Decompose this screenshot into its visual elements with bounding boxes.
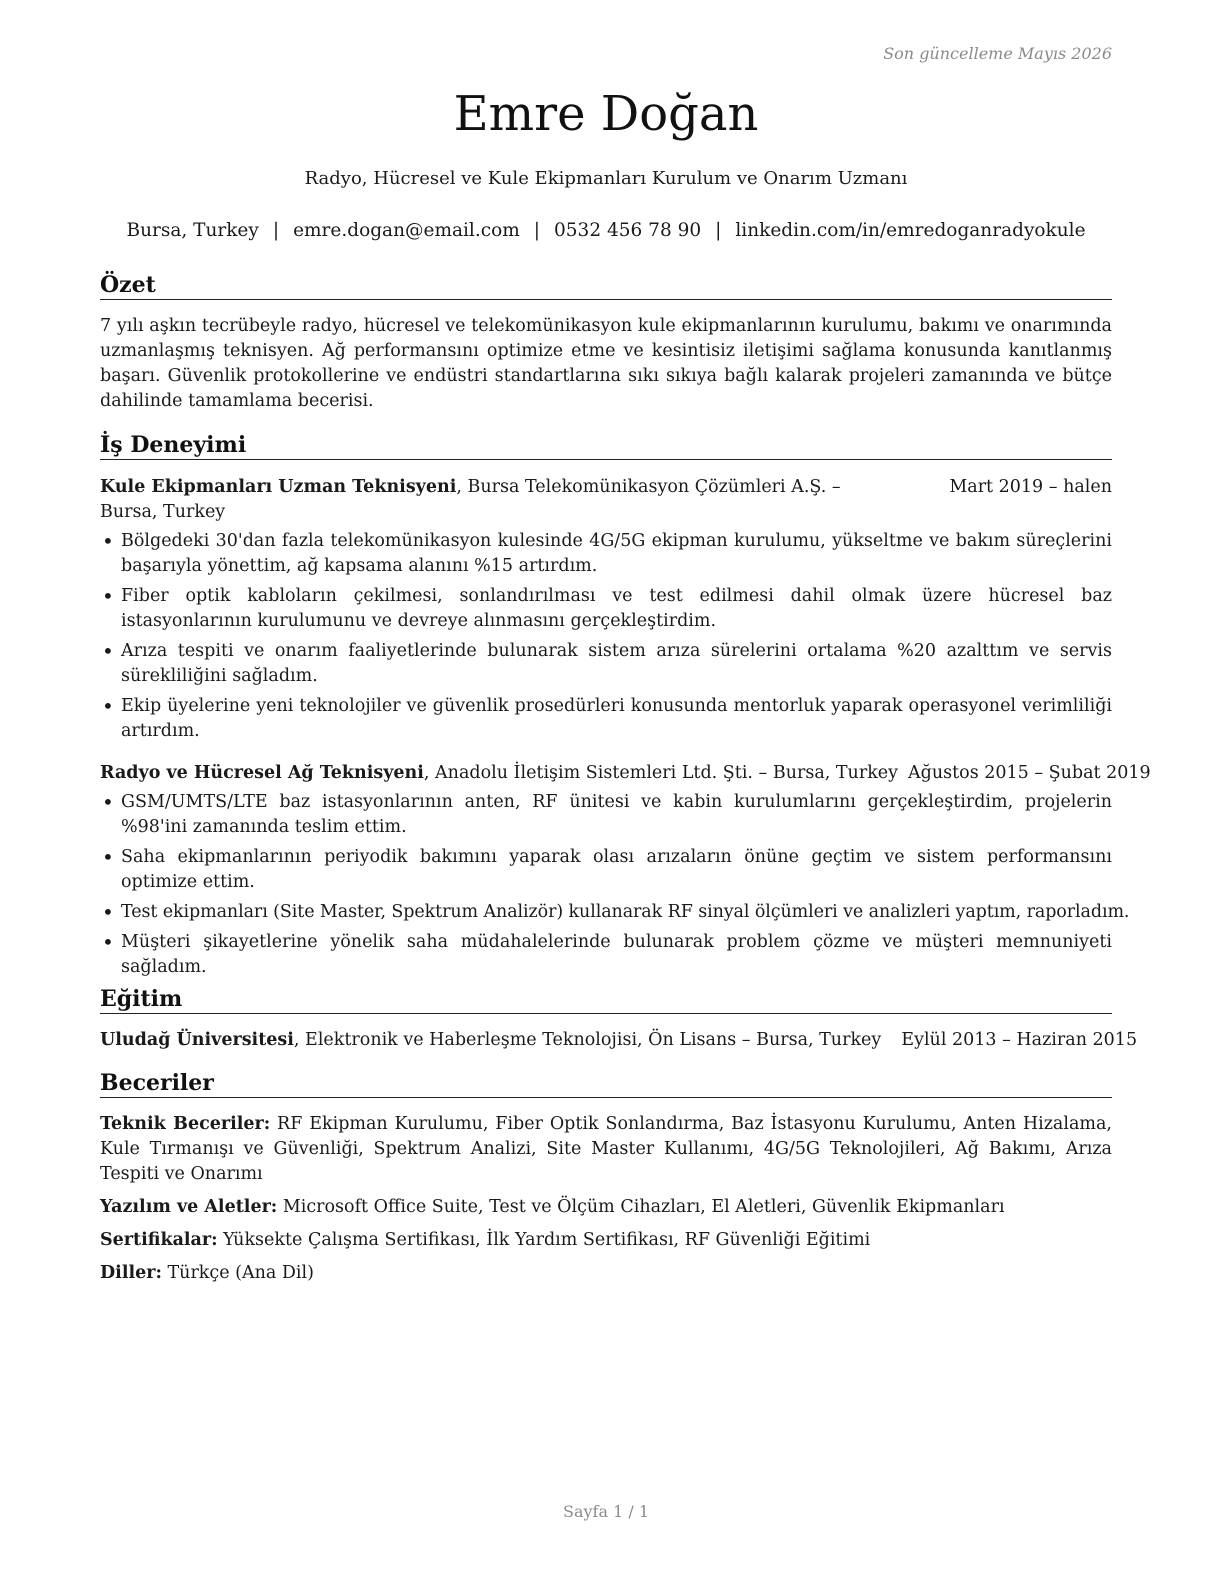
skills-section bbox=[100, 1069, 1112, 1294]
list-item: • Ekip üyelerine yeni teknolojiler ve güvenlik prosedürleri konusunda mentorluk yaparak operasyonel verimliliği artırdım. bbox=[100, 694, 1112, 744]
list-item: • Test ekipmanları (Site Master, Spektrum Analizör) kullanarak RF sinyal ölçümleri ve analizleri yaptım, raporladım. bbox=[100, 900, 1112, 925]
contact-linkedin[interactable]: linkedin.com/in/emredoganradyokule bbox=[735, 220, 1086, 241]
education-entry bbox=[100, 1028, 1138, 1053]
contact-location: Bursa, Turkey bbox=[126, 220, 259, 241]
skill-label: Sertifikalar: bbox=[100, 1230, 218, 1250]
contact-phone[interactable]: 0532 456 78 90 bbox=[554, 220, 702, 241]
summary-heading: Özet bbox=[100, 271, 1112, 300]
skill-value: Yüksekte Çalışma Sertifikası, İlk Yardım Sertifikası, RF Güvenliği Eğitimi bbox=[217, 1230, 871, 1250]
skill-line bbox=[100, 1261, 1112, 1286]
contact-separator: | bbox=[533, 220, 541, 241]
skill-line bbox=[100, 1228, 1112, 1253]
job-bullets bbox=[100, 790, 1130, 980]
job-entry bbox=[100, 475, 1112, 744]
skill-line bbox=[100, 1195, 1112, 1220]
skill-value: Türkçe (Ana Dil) bbox=[161, 1263, 314, 1283]
list-item: • Arıza tespiti ve onarım faaliyetlerinde bulunarak sistem arıza sürelerini ortalama %20 azalttım ve servis sürekliliğini sağladım. bbox=[100, 639, 1112, 689]
skill-label: Yazılım ve Aletler: bbox=[100, 1197, 278, 1217]
education-dates: Eylül 2013 – Haziran 2015 bbox=[901, 1030, 1138, 1050]
summary-text: 7 yılı aşkın tecrübeyle radyo, hücresel ve telekomünikasyon kule ekipmanlarının kurulumu, bakımı ve onarımında uzmanlaşmış teknisyen. Ağ performansını optimize etme ve kesintisiz iletişimi sağlama konusunda kanıtlanmış başarı. Güvenlik protokollerine ve endüstri standartlarına sıkı sıkıya bağlı kalarak projeleri zamanında ve bütçe dahilinde tamamlama becerisi. bbox=[100, 316, 1112, 411]
skill-label: Teknik Beceriler: bbox=[100, 1114, 271, 1134]
education-school: Uludağ Üniversitesi bbox=[100, 1030, 294, 1050]
skill-line bbox=[100, 1112, 1112, 1187]
list-item: • GSM/UMTS/LTE baz istasyonlarının anten, RF ünitesi ve kabin kurulumlarını gerçekleştirdim, projelerin %98'ini zamanında teslim ettim. bbox=[100, 790, 1112, 840]
job-role: Kule Ekipmanları Uzman Teknisyeni bbox=[100, 477, 457, 497]
last-updated: Son güncelleme Mayıs 2026 bbox=[883, 44, 1112, 63]
job-dates: Mart 2019 – halen bbox=[949, 477, 1112, 497]
job-company: , Bursa Telekomünikasyon Çözümleri A.Ş. – Bursa, Turkey bbox=[100, 477, 841, 522]
education-detail: , Elektronik ve Haberleşme Teknolojisi, Ön Lisans – Bursa, Turkey bbox=[293, 1030, 882, 1050]
list-item: • Fiber optik kabloların çekilmesi, sonlandırılması ve test edilmesi dahil olmak üzere hücresel baz istasyonlarının kurulumunu ve devreye alınmasını gerçekleştirdim. bbox=[100, 584, 1112, 634]
job-entry bbox=[100, 761, 1151, 980]
summary-section bbox=[100, 271, 1112, 414]
skill-value: Microsoft Office Suite, Test ve Ölçüm Cihazları, El Aletleri, Güvenlik Ekipmanları bbox=[277, 1197, 1005, 1217]
job-company: , Anadolu İletişim Sistemleri Ltd. Şti. – Bursa, Turkey bbox=[423, 763, 899, 783]
skill-label: Diller: bbox=[100, 1263, 162, 1283]
contact-email[interactable]: emre.dogan@email.com bbox=[293, 220, 520, 241]
page-number: Sayfa 1 / 1 bbox=[562, 1502, 649, 1521]
job-bullets bbox=[100, 529, 1112, 744]
skills-heading: Beceriler bbox=[100, 1069, 1112, 1098]
candidate-name: Emre Doğan bbox=[453, 86, 759, 142]
list-item: • Saha ekipmanlarının periyodik bakımını yaparak olası arızaların önüne geçtim ve sistem performansını optimize ettim. bbox=[100, 845, 1112, 895]
job-dates: Ağustos 2015 – Şubat 2019 bbox=[908, 763, 1151, 783]
resume-page bbox=[100, 0, 1151, 1584]
education-heading: Eğitim bbox=[100, 985, 1112, 1014]
list-item: • Bölgedeki 30'dan fazla telekomünikasyon kulesinde 4G/5G ekipman kurulumu, yükseltme ve bakım süreçlerini başarıyla yönettim, ağ kapsama alanını %15 artırdım. bbox=[100, 529, 1112, 579]
contact-separator: | bbox=[272, 220, 280, 241]
candidate-title: Radyo, Hücresel ve Kule Ekipmanları Kurulum ve Onarım Uzmanı bbox=[304, 168, 908, 189]
education-section bbox=[100, 985, 1138, 1053]
contact-separator: | bbox=[715, 220, 722, 241]
job-role: Radyo ve Hücresel Ağ Teknisyeni bbox=[100, 763, 424, 783]
experience-section bbox=[100, 431, 1151, 985]
contact-line bbox=[80, 220, 1132, 241]
skill-value: RF Ekipman Kurulumu, Fiber Optik Sonlandırma, Baz İstasyonu Kurulumu, Anten Hizalama, Kule Tırmanışı ve Güvenliği, Spektrum Analizi, Site Master Kullanımı, 4G/5G Teknolojileri, Ağ Bakımı, Arıza Tespiti ve Onarımı bbox=[100, 1114, 1112, 1184]
job-header bbox=[100, 475, 1112, 525]
list-item: • Müşteri şikayetlerine yönelik saha müdahalelerinde bulunarak problem çözme ve müşteri memnuniyeti sağladım. bbox=[100, 930, 1112, 980]
job-header bbox=[100, 761, 1151, 786]
experience-heading: İş Deneyimi bbox=[100, 431, 1112, 460]
